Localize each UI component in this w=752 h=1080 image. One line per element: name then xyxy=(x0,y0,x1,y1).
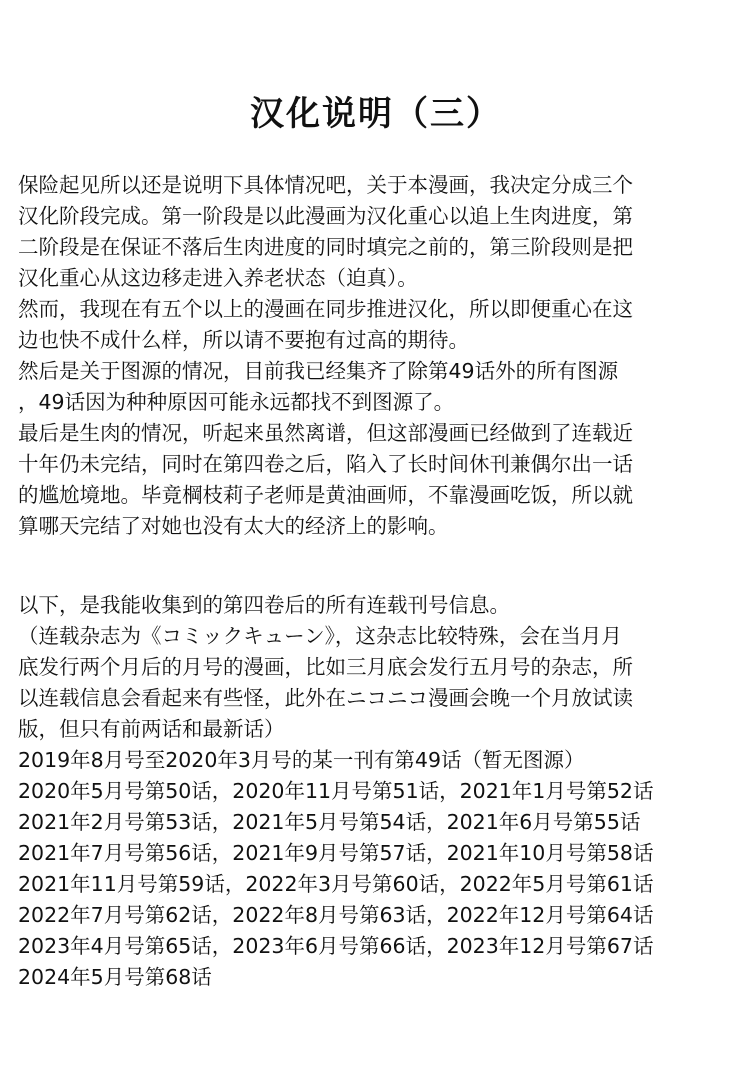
issue-section xyxy=(18,590,743,993)
issue-line: 版，但只有前两话和最新话） xyxy=(18,717,285,741)
issue-line: 2024年5月号第68话 xyxy=(18,965,212,989)
intro-line: 汉化重心从这边移走进入养老状态（迫真）。 xyxy=(18,266,418,290)
intro-line: 二阶段是在保证不落后生肉进度的同时填完之前的，第三阶段则是把 xyxy=(18,235,633,259)
issue-line: 以下，是我能收集到的第四卷后的所有连载刊号信息。 xyxy=(18,593,510,617)
issue-line: 2019年8月号至2020年3月号的某一刊有第49话（暂无图源） xyxy=(18,748,585,772)
intro-line: 汉化阶段完成。第一阶段是以此漫画为汉化重心以追上生肉进度，第 xyxy=(18,204,633,228)
intro-line: 然后是关于图源的情况，目前我已经集齐了除第49话外的所有图源 xyxy=(18,359,619,383)
issue-line: 2021年11月号第59话，2022年3月号第60话，2022年5月号第61话 xyxy=(18,872,654,896)
issue-line: 2020年5月号第50话，2020年11月号第51话，2021年1月号第52话 xyxy=(18,779,654,803)
intro-line: 然而，我现在有五个以上的漫画在同步推进汉化，所以即便重心在这 xyxy=(18,297,633,321)
issue-line: 2021年7月号第56话，2021年9月号第57话，2021年10月号第58话 xyxy=(18,841,654,865)
intro-line: 的尴尬境地。毕竟棡枝莉子老师是黄油画师，不靠漫画吃饭，所以就 xyxy=(18,483,633,507)
intro-line: ，49话因为种种原因可能永远都找不到图源了。 xyxy=(18,390,455,414)
issue-line: 2022年7月号第62话，2022年8月号第63话，2022年12月号第64话 xyxy=(18,903,654,927)
issue-line: 2021年2月号第53话，2021年5月号第54话，2021年6月号第55话 xyxy=(18,810,641,834)
issue-line: 底发行两个月后的月号的漫画，比如三月底会发行五月号的杂志，所 xyxy=(18,655,633,679)
intro-section xyxy=(18,170,743,542)
intro-line: 算哪天完结了对她也没有太大的经济上的影响。 xyxy=(18,514,449,538)
issue-line: 2023年4月号第65话，2023年6月号第66话，2023年12月号第67话 xyxy=(18,934,654,958)
intro-line: 最后是生肉的情况，听起来虽然离谱，但这部漫画已经做到了连载近 xyxy=(18,421,633,445)
issue-line: （连载杂志为《コミックキューン》，这杂志比较特殊，会在当月月 xyxy=(18,624,622,648)
intro-line: 十年仍未完结，同时在第四卷之后，陷入了长时间休刊兼偶尔出一话 xyxy=(18,452,633,476)
page-title: 汉化说明（三） xyxy=(250,94,502,134)
intro-line: 保险起见所以还是说明下具体情况吧，关于本漫画，我决定分成三个 xyxy=(18,173,633,197)
intro-line: 边也快不成什么样，所以请不要抱有过高的期待。 xyxy=(18,328,469,352)
issue-line: 以连载信息会看起来有些怪，此外在ニコニコ漫画会晚一个月放试读 xyxy=(18,686,633,710)
